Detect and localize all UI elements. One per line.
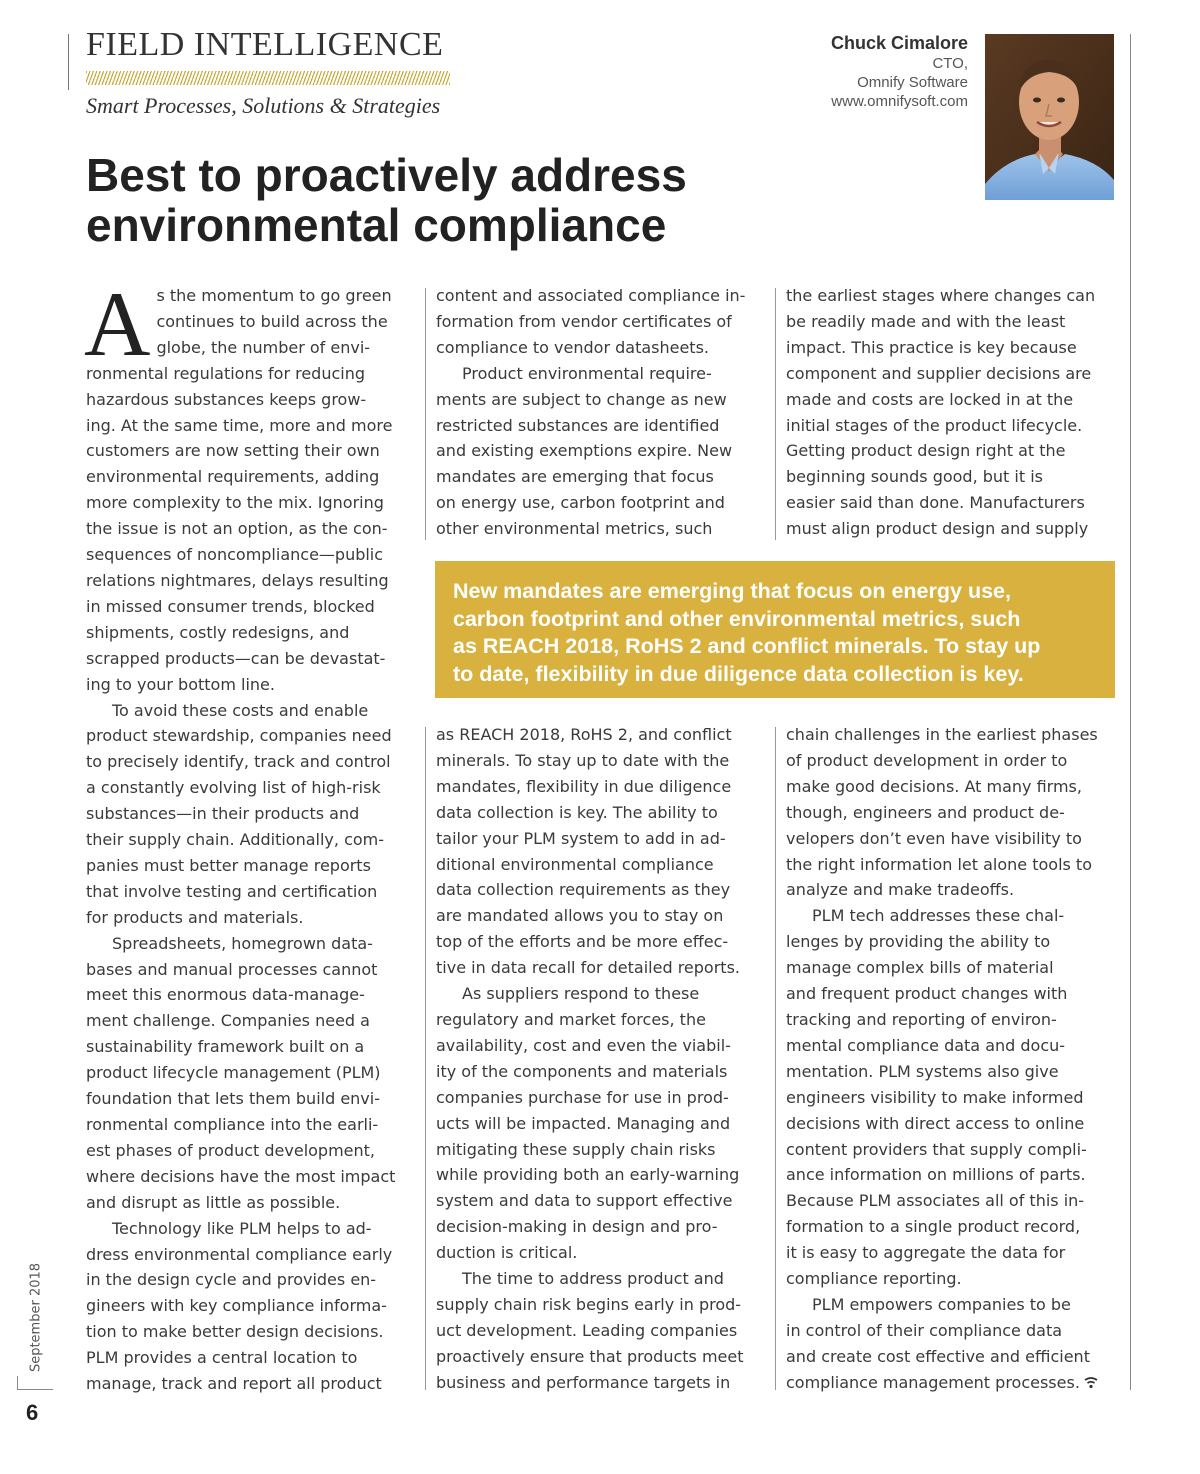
- column-divider: [425, 727, 426, 1390]
- text-line: dress environmental compliance early: [86, 1244, 393, 1264]
- text-line: ronmental regulations for reducing: [86, 363, 366, 383]
- text-line: The time to address product and: [462, 1269, 724, 1289]
- text-line: PLM empowers companies to be: [812, 1294, 1071, 1314]
- text-line: compliance management processes.: [786, 1372, 1080, 1392]
- text-line: mandates are emerging that focus: [436, 467, 714, 487]
- paragraph: [436, 722, 763, 981]
- text-line: make good decisions. At many firms,: [786, 776, 1082, 796]
- text-line: manage, track and report all product: [86, 1374, 382, 1394]
- text-line: beginning sounds good, but it is: [786, 467, 1043, 487]
- pull-quote-line: to date, flexibility in due diligence data collection is key.: [453, 661, 1024, 686]
- column-divider: [775, 727, 776, 1390]
- text-line: in control of their compliance data: [786, 1320, 1063, 1340]
- text-line: tailor your PLM system to add in ad-: [436, 828, 726, 848]
- text-line: a constantly evolving list of high-risk: [86, 778, 381, 798]
- text-line: To avoid these costs and enable: [112, 700, 369, 720]
- text-line: est phases of product development,: [86, 1140, 376, 1160]
- header-rule: [68, 34, 69, 90]
- text-line: impact. This practice is key because: [786, 337, 1077, 357]
- text-line: Product environmental require-: [462, 363, 712, 383]
- text-line: content providers that supply compli-: [786, 1139, 1087, 1159]
- pull-quote: [435, 561, 1115, 698]
- text-line: tive in data recall for detailed reports.: [436, 958, 740, 978]
- author-website[interactable]: www.omnifysoft.com: [831, 93, 968, 110]
- text-line: the right information let alone tools to: [786, 854, 1092, 874]
- column-2-bottom: [436, 722, 763, 1396]
- text-line: customers are now setting their own: [86, 441, 380, 461]
- text-line: are mandated allows you to stay on: [436, 906, 724, 926]
- text-line: formation to a single product record,: [786, 1217, 1081, 1237]
- text-line: continues to build across the: [156, 311, 388, 331]
- text-line: proactively ensure that products meet: [436, 1346, 744, 1366]
- issue-date: September 2018: [28, 1262, 44, 1373]
- text-line: restricted substances are identified: [436, 415, 720, 435]
- text-line: panies must better manage reports: [86, 855, 371, 875]
- text-line: system and data to support effective: [436, 1191, 733, 1211]
- paragraph: [436, 1266, 763, 1396]
- text-line: mandates, flexibility in due diligence: [436, 776, 732, 796]
- paragraph: [84, 273, 413, 698]
- text-line: ing to your bottom line.: [86, 674, 275, 694]
- text-line: compliance to vendor datasheets.: [436, 337, 709, 357]
- pull-quote-line: as REACH 2018, RoHS 2 and conflict minerals. To stay up: [453, 634, 1041, 658]
- text-line: and frequent product changes with: [786, 984, 1068, 1004]
- text-line: on energy use, carbon footprint and: [436, 493, 725, 513]
- text-line: ment challenge. Companies need a: [86, 1011, 370, 1031]
- text-line: of product development in order to: [786, 750, 1068, 770]
- drop-cap: A: [84, 273, 151, 375]
- page-margin-rule: [1130, 34, 1131, 1390]
- text-line: ronmental compliance into the earli-: [86, 1115, 379, 1134]
- text-line: for products and materials.: [86, 907, 304, 927]
- text-line: Spreadsheets, homegrown data-: [112, 933, 373, 953]
- text-line: content and associated compliance in-: [436, 286, 746, 305]
- text-line: Because PLM associates all of this in-: [786, 1191, 1085, 1211]
- text-line: supply chain risk begins early in prod-: [436, 1294, 742, 1314]
- text-line: the earliest stages where changes can: [786, 286, 1096, 305]
- author-byline: [831, 33, 968, 111]
- paragraph: [786, 1292, 1113, 1396]
- text-line: As suppliers respond to these: [462, 984, 700, 1004]
- text-line: ance information on millions of parts.: [786, 1165, 1086, 1185]
- text-line: gineers with key compliance informa-: [86, 1296, 387, 1316]
- text-line: mentation. PLM systems also give: [786, 1061, 1059, 1081]
- text-line: engineers visibility to make informed: [786, 1087, 1084, 1107]
- column-3-top: [786, 283, 1113, 542]
- text-line: bases and manual processes cannot: [86, 959, 378, 979]
- pull-quote-line: New mandates are emerging that focus on energy use,: [453, 579, 1011, 603]
- text-line: PLM provides a central location to: [86, 1348, 358, 1368]
- section-tagline: Smart Processes, Solutions & Strategies: [86, 93, 441, 118]
- text-line: relations nightmares, delays resulting: [86, 570, 389, 590]
- text-line: compliance reporting.: [786, 1269, 962, 1289]
- section-title: FIELD INTELLIGENCE: [86, 26, 444, 63]
- text-line: and disrupt as little as possible.: [86, 1192, 341, 1212]
- text-line: PLM tech addresses these chal-: [812, 906, 1065, 926]
- folio-rule: [17, 1376, 18, 1390]
- text-line: ing. At the same time, more and more: [86, 415, 393, 435]
- text-line: ments are subject to change as new: [436, 389, 727, 409]
- paragraph: [436, 981, 763, 1266]
- text-line: companies purchase for use in prod-: [436, 1087, 729, 1107]
- paragraph: [786, 283, 1113, 542]
- paragraph: [86, 931, 413, 1216]
- text-line: environmental requirements, adding: [86, 467, 380, 487]
- text-line: ditional environmental compliance: [436, 854, 714, 874]
- text-line: other environmental metrics, such: [436, 519, 713, 539]
- text-line: availability, cost and even the viabil-: [436, 1035, 731, 1055]
- text-line: must align product design and supply: [786, 519, 1089, 539]
- author-company: Omnify Software: [857, 74, 968, 91]
- article-headline: [86, 150, 886, 250]
- text-line: in missed consumer trends, blocked: [86, 596, 375, 616]
- text-line: uct development. Leading companies: [436, 1320, 738, 1340]
- text-line: sustainability framework built on a: [86, 1037, 365, 1057]
- text-line: business and performance targets in: [436, 1372, 731, 1392]
- author-portrait: [985, 34, 1114, 200]
- text-line: mental compliance data and docu-: [786, 1035, 1066, 1055]
- headline-line-1: Best to proactively address: [86, 149, 687, 201]
- text-line: meet this enormous data-manage-: [86, 985, 365, 1005]
- text-line: manage complex bills of material: [786, 958, 1054, 978]
- column-3-bottom: [786, 722, 1113, 1396]
- page-number: 6: [26, 1400, 39, 1425]
- paragraph: [436, 283, 763, 361]
- folio-rule: [17, 1389, 53, 1390]
- paragraph: [786, 903, 1113, 1292]
- end-of-article-icon: [1084, 1377, 1098, 1389]
- text-line: analyze and make tradeoffs.: [786, 880, 1015, 900]
- text-line: substances—in their products and: [86, 804, 360, 824]
- column-divider: [425, 288, 426, 540]
- text-line: scrapped products—can be devastat-: [86, 648, 386, 668]
- text-line: chain challenges in the earliest phases: [786, 725, 1098, 744]
- text-line: minerals. To stay up to date with the: [436, 750, 730, 770]
- text-line: in the design cycle and provides en-: [86, 1270, 377, 1290]
- text-line: duction is critical.: [436, 1243, 578, 1263]
- text-line: data collection is key. The ability to: [436, 802, 718, 822]
- paragraph: [786, 722, 1113, 903]
- text-line: formation from vendor certificates of: [436, 311, 732, 331]
- text-line: top of the efforts and be more effec-: [436, 932, 729, 952]
- text-line: be readily made and with the least: [786, 311, 1066, 331]
- text-line: and create cost effective and efficient: [786, 1346, 1090, 1366]
- text-line: easier said than done. Manufacturers: [786, 493, 1085, 513]
- text-line: decisions with direct access to online: [786, 1113, 1085, 1133]
- author-name: Chuck Cimalore: [830, 33, 968, 53]
- text-line: though, engineers and product de-: [786, 802, 1065, 822]
- text-line: and existing exemptions expire. New: [436, 441, 733, 461]
- text-line: ucts will be impacted. Managing and: [436, 1113, 731, 1133]
- text-line: sequences of noncompliance—public: [86, 545, 384, 565]
- author-title: CTO,: [932, 55, 968, 72]
- text-line: shipments, costly redesigns, and: [86, 622, 350, 642]
- text-line: decision-making in design and pro-: [436, 1217, 718, 1237]
- text-line: to precisely identify, track and control: [86, 752, 391, 772]
- text-line: hazardous substances keeps grow-: [86, 389, 367, 409]
- text-line: globe, the number of envi-: [156, 337, 371, 357]
- decorative-hatch-bar: [86, 71, 450, 85]
- text-line: component and supplier decisions are: [786, 363, 1092, 383]
- text-line: it is easy to aggregate the data for: [786, 1243, 1066, 1263]
- paragraph: [86, 698, 413, 931]
- pull-quote-line: carbon footprint and other environmental metrics, such: [453, 606, 1021, 631]
- text-line: their supply chain. Additionally, com-: [86, 830, 385, 850]
- text-line: initial stages of the product lifecycle.: [786, 415, 1083, 435]
- text-line: more complexity to the mix. Ignoring: [86, 493, 384, 513]
- text-line: data collection requirements as they: [436, 880, 731, 900]
- text-line: Getting product design right at the: [786, 441, 1066, 461]
- column-2-top: [436, 283, 763, 542]
- text-line: where decisions have the most impact: [86, 1166, 396, 1186]
- text-line: tracking and reporting of environ-: [786, 1009, 1057, 1029]
- text-line: s the momentum to go green: [156, 286, 392, 305]
- text-line: foundation that lets them build envi-: [86, 1089, 380, 1109]
- column-1: [84, 273, 413, 1397]
- text-line: velopers don’t even have visibility to: [786, 828, 1082, 848]
- text-line: Technology like PLM helps to ad-: [112, 1218, 372, 1238]
- text-line: made and costs are locked in at the: [786, 389, 1074, 409]
- paragraph: [86, 1216, 413, 1397]
- text-line: product lifecycle management (PLM): [86, 1063, 381, 1083]
- text-line: lenges by providing the ability to: [786, 932, 1051, 952]
- text-line: tion to make better design decisions.: [86, 1322, 384, 1342]
- text-line: regulatory and market forces, the: [436, 1009, 706, 1029]
- headline-line-2: environmental compliance: [86, 199, 667, 251]
- text-line: product stewardship, companies need: [86, 726, 392, 746]
- column-divider: [775, 288, 776, 540]
- text-line: the issue is not an option, as the con-: [86, 519, 388, 539]
- text-line: mitigating these supply chain risks: [436, 1139, 716, 1159]
- text-line: ity of the components and materials: [436, 1061, 728, 1081]
- text-line: that involve testing and certification: [86, 881, 378, 901]
- paragraph: [436, 361, 763, 542]
- text-line: while providing both an early-warning: [436, 1165, 740, 1185]
- text-line: as REACH 2018, RoHS 2, and conflict: [436, 725, 732, 744]
